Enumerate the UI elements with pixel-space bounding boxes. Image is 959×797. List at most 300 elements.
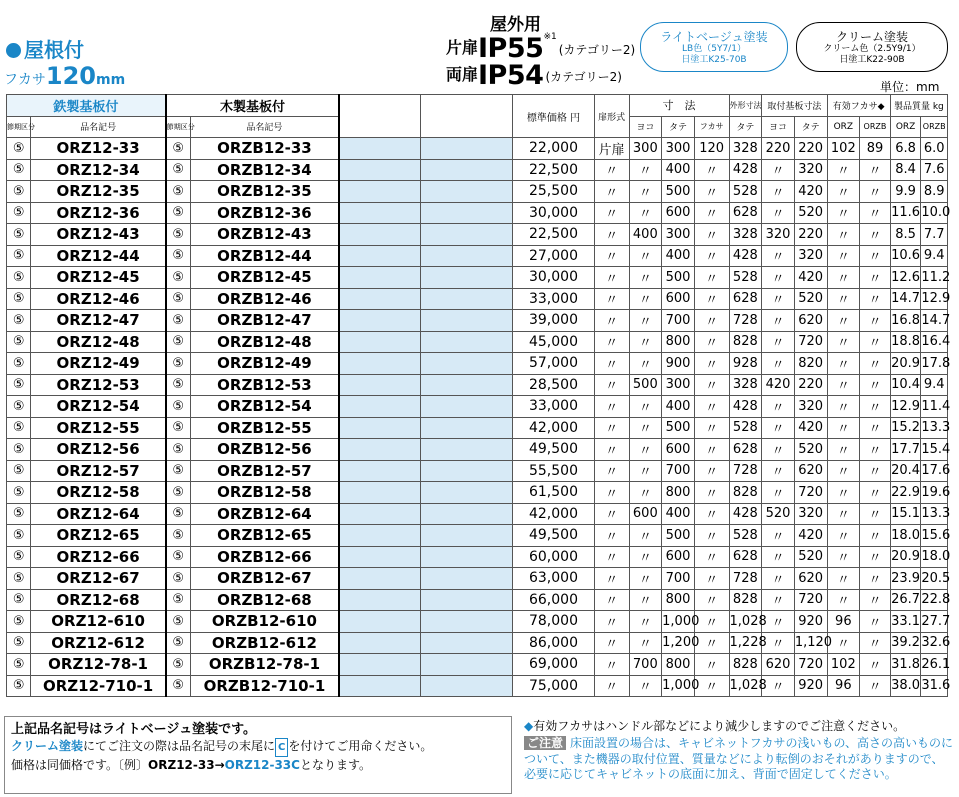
table-row — [7, 546, 948, 568]
table-cell: 〃 — [762, 568, 795, 590]
table-cell: 〃 — [860, 267, 891, 289]
table-cell: ⑤ — [166, 482, 190, 504]
table-cell: 〃 — [694, 525, 729, 547]
table-cell — [421, 267, 513, 289]
table-cell: 328 — [729, 138, 762, 160]
table-cell: 19.6 — [921, 482, 948, 504]
table-cell: 600 — [662, 202, 695, 224]
table-cell: ORZ12-64 — [31, 503, 166, 525]
table-cell — [339, 202, 421, 224]
table-cell: ⑤ — [7, 310, 31, 332]
table-cell: 500 — [629, 374, 662, 396]
table-cell: 〃 — [762, 632, 795, 654]
table-cell: 400 — [662, 503, 695, 525]
table-cell: ORZ12-36 — [31, 202, 166, 224]
table-cell: 49,500 — [513, 439, 595, 461]
table-cell: 400 — [662, 245, 695, 267]
table-cell: 〃 — [594, 589, 629, 611]
table-cell — [339, 224, 421, 246]
outdoor-label: 屋外用 — [490, 15, 541, 35]
table-cell: 20.5 — [921, 568, 948, 590]
table-cell: 600 — [662, 288, 695, 310]
table-cell: 〃 — [860, 503, 891, 525]
table-row — [7, 138, 948, 160]
table-cell — [339, 439, 421, 461]
table-cell: 920 — [794, 611, 827, 633]
season-header: 節期区分 — [7, 116, 31, 138]
table-cell: 120 — [694, 138, 729, 160]
table-cell: 〃 — [694, 632, 729, 654]
table-cell: 〃 — [694, 546, 729, 568]
table-row — [7, 310, 948, 332]
table-cell: 42,000 — [513, 417, 595, 439]
table-cell: 400 — [629, 224, 662, 246]
table-cell: 〃 — [827, 288, 860, 310]
table-cell — [421, 546, 513, 568]
table-cell: ORZ12-57 — [31, 460, 166, 482]
table-cell: ORZB12-54 — [190, 396, 339, 418]
unit-label: 単位：mm — [880, 80, 940, 94]
table-row — [7, 224, 948, 246]
table-cell: ⑤ — [166, 589, 190, 611]
table-cell: ⑤ — [7, 245, 31, 267]
table-cell: 〃 — [762, 288, 795, 310]
price-header: 標準価格 円 — [513, 95, 595, 138]
table-cell — [339, 568, 421, 590]
table-cell: 700 — [629, 654, 662, 676]
table-cell: 〃 — [594, 675, 629, 697]
table-cell: ⑤ — [166, 417, 190, 439]
table-cell: ⑤ — [7, 396, 31, 418]
table-cell: 8.4 — [890, 159, 921, 181]
eff-orzb-header: ORZB — [860, 116, 891, 138]
table-cell: 700 — [662, 310, 695, 332]
table-cell: 22,500 — [513, 159, 595, 181]
table-cell — [421, 460, 513, 482]
table-cell: 〃 — [827, 525, 860, 547]
table-cell — [339, 267, 421, 289]
table-cell: ORZB12-48 — [190, 331, 339, 353]
table-cell: 〃 — [860, 331, 891, 353]
table-cell: 620 — [794, 310, 827, 332]
table-cell: 12.6 — [890, 267, 921, 289]
table-cell: 428 — [729, 503, 762, 525]
table-cell: 15.2 — [890, 417, 921, 439]
table-row — [7, 611, 948, 633]
table-cell: 800 — [662, 331, 695, 353]
table-cell — [421, 503, 513, 525]
table-cell: 〃 — [694, 374, 729, 396]
mass-orz-header: ORZ — [890, 116, 921, 138]
table-cell — [421, 310, 513, 332]
tate-header: タテ — [662, 116, 695, 138]
name-header-2: 品名記号 — [190, 116, 339, 138]
table-cell — [421, 525, 513, 547]
table-cell: 300 — [662, 374, 695, 396]
table-cell: 20.4 — [890, 460, 921, 482]
table-cell: 25,500 — [513, 181, 595, 203]
table-cell: ORZB12-47 — [190, 310, 339, 332]
table-cell: ⑤ — [7, 654, 31, 676]
table-row — [7, 245, 948, 267]
table-cell: 8.9 — [921, 181, 948, 203]
table-cell: 420 — [794, 525, 827, 547]
table-cell: 〃 — [694, 159, 729, 181]
outer-header: 外形寸法 — [729, 95, 762, 117]
table-cell: ⑤ — [7, 374, 31, 396]
table-cell: 17.8 — [921, 353, 948, 375]
table-cell: 〃 — [762, 245, 795, 267]
table-cell: 12.9 — [890, 396, 921, 418]
table-cell — [339, 331, 421, 353]
table-cell: 96 — [827, 611, 860, 633]
table-cell — [339, 675, 421, 697]
yoko-header: ヨコ — [629, 116, 662, 138]
table-cell: ORZB12-64 — [190, 503, 339, 525]
table-cell: 32.6 — [921, 632, 948, 654]
table-cell: 49,500 — [513, 525, 595, 547]
table-row — [7, 374, 948, 396]
table-cell: 38.0 — [890, 675, 921, 697]
table-cell: 27,000 — [513, 245, 595, 267]
table-cell: 〃 — [594, 460, 629, 482]
table-cell: ⑤ — [7, 568, 31, 590]
table-cell — [339, 482, 421, 504]
table-cell: 328 — [729, 374, 762, 396]
table-cell: 14.7 — [921, 310, 948, 332]
table-cell: 〃 — [762, 353, 795, 375]
table-cell: 102 — [827, 138, 860, 160]
table-cell: 39.2 — [890, 632, 921, 654]
table-cell: 220 — [794, 374, 827, 396]
table-cell — [421, 245, 513, 267]
table-cell — [339, 288, 421, 310]
table-cell: 620 — [794, 460, 827, 482]
table-cell: 31.8 — [890, 654, 921, 676]
table-cell: 920 — [794, 675, 827, 697]
table-cell: 57,000 — [513, 353, 595, 375]
table-cell: 1,228 — [729, 632, 762, 654]
table-cell: ⑤ — [166, 503, 190, 525]
table-cell: 〃 — [762, 331, 795, 353]
table-cell: 400 — [662, 159, 695, 181]
table-cell: 520 — [794, 288, 827, 310]
table-cell: 〃 — [860, 675, 891, 697]
table-cell: 〃 — [860, 525, 891, 547]
table-cell: 〃 — [594, 331, 629, 353]
table-cell: ORZ12-45 — [31, 267, 166, 289]
table-cell: 〃 — [694, 611, 729, 633]
table-cell: ⑤ — [7, 159, 31, 181]
table-cell: 828 — [729, 589, 762, 611]
table-cell: 〃 — [762, 417, 795, 439]
table-cell: 9.9 — [890, 181, 921, 203]
table-cell: ORZB12-57 — [190, 460, 339, 482]
table-cell: 〃 — [629, 267, 662, 289]
table-cell: 520 — [794, 546, 827, 568]
table-cell: ORZB12-55 — [190, 417, 339, 439]
table-cell: ORZB12-46 — [190, 288, 339, 310]
table-cell: 15.4 — [921, 439, 948, 461]
table-cell: 500 — [662, 267, 695, 289]
table-cell: 828 — [729, 654, 762, 676]
table-row — [7, 675, 948, 697]
table-cell — [421, 675, 513, 697]
table-cell: 75,000 — [513, 675, 595, 697]
table-cell: 〃 — [694, 589, 729, 611]
table-cell: 13.3 — [921, 503, 948, 525]
table-cell: ⑤ — [7, 331, 31, 353]
table-cell: 23.9 — [890, 568, 921, 590]
table-cell: 〃 — [762, 159, 795, 181]
table-cell: 〃 — [827, 353, 860, 375]
table-cell: 220 — [762, 138, 795, 160]
table-cell: 520 — [794, 439, 827, 461]
table-cell: 〃 — [762, 460, 795, 482]
table-cell: ORZ12-55 — [31, 417, 166, 439]
table-cell: 12.9 — [921, 288, 948, 310]
table-cell: ⑤ — [7, 353, 31, 375]
table-cell: ⑤ — [7, 525, 31, 547]
table-cell: ⑤ — [7, 417, 31, 439]
table-cell: 69,000 — [513, 654, 595, 676]
table-row — [7, 503, 948, 525]
table-cell: 10.6 — [890, 245, 921, 267]
table-cell: 〃 — [594, 546, 629, 568]
table-cell: 〃 — [860, 439, 891, 461]
table-cell: 15.1 — [890, 503, 921, 525]
table-cell: ORZB12-65 — [190, 525, 339, 547]
table-cell: 16.4 — [921, 331, 948, 353]
table-cell: 〃 — [694, 568, 729, 590]
table-cell: 320 — [794, 396, 827, 418]
table-cell: 〃 — [629, 288, 662, 310]
table-cell: 〃 — [827, 267, 860, 289]
table-cell: ⑤ — [7, 288, 31, 310]
table-cell: 〃 — [594, 159, 629, 181]
table-cell: 1,028 — [729, 611, 762, 633]
table-cell: ORZ12-612 — [31, 632, 166, 654]
table-cell: ORZB12-34 — [190, 159, 339, 181]
table-cell: 320 — [794, 159, 827, 181]
table-cell: 〃 — [694, 417, 729, 439]
table-cell: 〃 — [629, 159, 662, 181]
table-cell: 728 — [729, 310, 762, 332]
table-cell: 〃 — [827, 439, 860, 461]
table-cell: ORZB12-67 — [190, 568, 339, 590]
table-cell: 〃 — [629, 632, 662, 654]
table-cell — [339, 611, 421, 633]
table-cell: 620 — [762, 654, 795, 676]
table-cell: 〃 — [629, 331, 662, 353]
table-cell: ⑤ — [166, 675, 190, 697]
table-cell: 〃 — [860, 202, 891, 224]
table-cell: 〃 — [762, 525, 795, 547]
table-row — [7, 159, 948, 181]
table-cell: 〃 — [827, 482, 860, 504]
steel-header: 鉄製基板付 — [7, 95, 166, 117]
table-cell: ORZB12-66 — [190, 546, 339, 568]
table-cell: 18.8 — [890, 331, 921, 353]
table-cell: ⑤ — [166, 224, 190, 246]
table-cell: 1,028 — [729, 675, 762, 697]
caution-note: ご注意 床面設置の場合は、キャビネットフカサの浅いもの、高さの高いものについて、また機器の取付位置、質量などにより転倒のおそれがありますので、必要に応じてキャビネットの底面に加え、背面で固定してください。 — [524, 736, 954, 781]
table-cell — [421, 331, 513, 353]
size-header: 寸 法 — [629, 95, 729, 117]
table-cell: 528 — [729, 417, 762, 439]
depth-label: フカサ120mm — [4, 62, 126, 90]
table-cell: ⑤ — [166, 245, 190, 267]
mount-yoko-header: ヨコ — [762, 116, 795, 138]
table-cell: 500 — [662, 525, 695, 547]
table-cell: ORZB12-35 — [190, 181, 339, 203]
table-cell: ⑤ — [166, 138, 190, 160]
spec-table — [6, 94, 951, 697]
table-cell: 〃 — [594, 654, 629, 676]
table-cell: 31.6 — [921, 675, 948, 697]
table-cell: 〃 — [629, 675, 662, 697]
table-cell: 22,000 — [513, 138, 595, 160]
mass-header: 製品質量 kg — [890, 95, 947, 117]
table-cell: 〃 — [594, 417, 629, 439]
table-cell: 528 — [729, 267, 762, 289]
table-cell: ORZB12-45 — [190, 267, 339, 289]
table-cell: 1,200 — [662, 632, 695, 654]
table-cell — [339, 525, 421, 547]
table-row — [7, 267, 948, 289]
table-cell: ORZB12-36 — [190, 202, 339, 224]
table-cell: 63,000 — [513, 568, 595, 590]
table-cell: 〃 — [594, 611, 629, 633]
table-cell: ORZ12-47 — [31, 310, 166, 332]
table-row — [7, 202, 948, 224]
light-beige-paint-badge: ライトベージュ塗装 LB色（5Y7/1） 日塗工K25-70B — [640, 22, 788, 72]
table-cell: 22.8 — [921, 589, 948, 611]
table-cell: 328 — [729, 224, 762, 246]
table-cell — [421, 417, 513, 439]
table-cell: ⑤ — [166, 546, 190, 568]
table-cell: ORZ12-33 — [31, 138, 166, 160]
table-cell: 728 — [729, 568, 762, 590]
table-cell: 33,000 — [513, 288, 595, 310]
table-cell: 〃 — [694, 503, 729, 525]
table-cell — [421, 396, 513, 418]
table-cell — [339, 374, 421, 396]
table-cell: 420 — [794, 267, 827, 289]
table-cell — [421, 159, 513, 181]
table-cell: 〃 — [629, 525, 662, 547]
table-cell: ⑤ — [7, 181, 31, 203]
table-cell: 〃 — [860, 568, 891, 590]
table-cell: 〃 — [860, 224, 891, 246]
table-cell: ⑤ — [166, 439, 190, 461]
table-cell: 〃 — [594, 353, 629, 375]
season-header-2: 節期区分 — [166, 116, 190, 138]
table-cell: 片扉 — [594, 138, 629, 160]
table-cell: 15.6 — [921, 525, 948, 547]
table-cell: ORZB12-49 — [190, 353, 339, 375]
table-cell: 〃 — [860, 632, 891, 654]
table-cell: 55,500 — [513, 460, 595, 482]
table-cell: 42,000 — [513, 503, 595, 525]
table-cell: 700 — [662, 568, 695, 590]
table-cell: ⑤ — [166, 181, 190, 203]
table-cell: 〃 — [629, 482, 662, 504]
table-cell: 800 — [662, 589, 695, 611]
table-cell: 〃 — [694, 310, 729, 332]
table-cell: 720 — [794, 331, 827, 353]
table-cell — [339, 396, 421, 418]
table-cell: 〃 — [860, 396, 891, 418]
table-cell: 14.7 — [890, 288, 921, 310]
table-cell: 800 — [662, 654, 695, 676]
table-cell: 〃 — [694, 482, 729, 504]
table-cell — [339, 460, 421, 482]
table-cell: 520 — [794, 202, 827, 224]
table-cell: ORZ12-58 — [31, 482, 166, 504]
table-cell: 428 — [729, 396, 762, 418]
table-cell: 〃 — [694, 245, 729, 267]
table-cell: ⑤ — [166, 159, 190, 181]
table-cell: 800 — [662, 482, 695, 504]
table-cell: 320 — [794, 245, 827, 267]
table-cell: 1,000 — [662, 675, 695, 697]
table-cell: ORZB12-44 — [190, 245, 339, 267]
table-cell: 〃 — [827, 417, 860, 439]
table-cell: 〃 — [694, 396, 729, 418]
table-cell: 〃 — [694, 224, 729, 246]
table-cell: 〃 — [594, 503, 629, 525]
table-cell: 〃 — [762, 267, 795, 289]
table-row — [7, 417, 948, 439]
table-cell: 〃 — [827, 589, 860, 611]
table-cell: 〃 — [629, 546, 662, 568]
table-cell: 60,000 — [513, 546, 595, 568]
fukasa-header: フカサ — [694, 116, 729, 138]
table-cell: 28,500 — [513, 374, 595, 396]
table-cell — [421, 654, 513, 676]
table-cell: 628 — [729, 439, 762, 461]
table-cell: 〃 — [594, 439, 629, 461]
table-cell: 33.1 — [890, 611, 921, 633]
table-cell — [339, 245, 421, 267]
table-cell — [421, 632, 513, 654]
table-cell: 7.7 — [921, 224, 948, 246]
table-cell: ⑤ — [166, 525, 190, 547]
table-cell: ORZB12-58 — [190, 482, 339, 504]
table-cell — [421, 353, 513, 375]
table-cell: 〃 — [827, 224, 860, 246]
table-cell: 〃 — [827, 546, 860, 568]
table-cell: 〃 — [860, 374, 891, 396]
table-cell: ORZ12-56 — [31, 439, 166, 461]
table-cell: 〃 — [860, 611, 891, 633]
table-cell: ⑤ — [7, 267, 31, 289]
table-cell: 320 — [762, 224, 795, 246]
table-cell: 18.0 — [890, 525, 921, 547]
table-cell: 〃 — [860, 482, 891, 504]
table-cell: ⑤ — [7, 138, 31, 160]
table-cell: ORZ12-710-1 — [31, 675, 166, 697]
wood-header: 木製基板付 — [166, 95, 339, 117]
table-cell: ORZ12-34 — [31, 159, 166, 181]
table-cell: 〃 — [860, 654, 891, 676]
table-cell: ORZB12-78-1 — [190, 654, 339, 676]
table-cell: 〃 — [594, 568, 629, 590]
table-cell: 〃 — [629, 417, 662, 439]
table-cell: ⑤ — [166, 310, 190, 332]
table-cell: ⑤ — [166, 374, 190, 396]
